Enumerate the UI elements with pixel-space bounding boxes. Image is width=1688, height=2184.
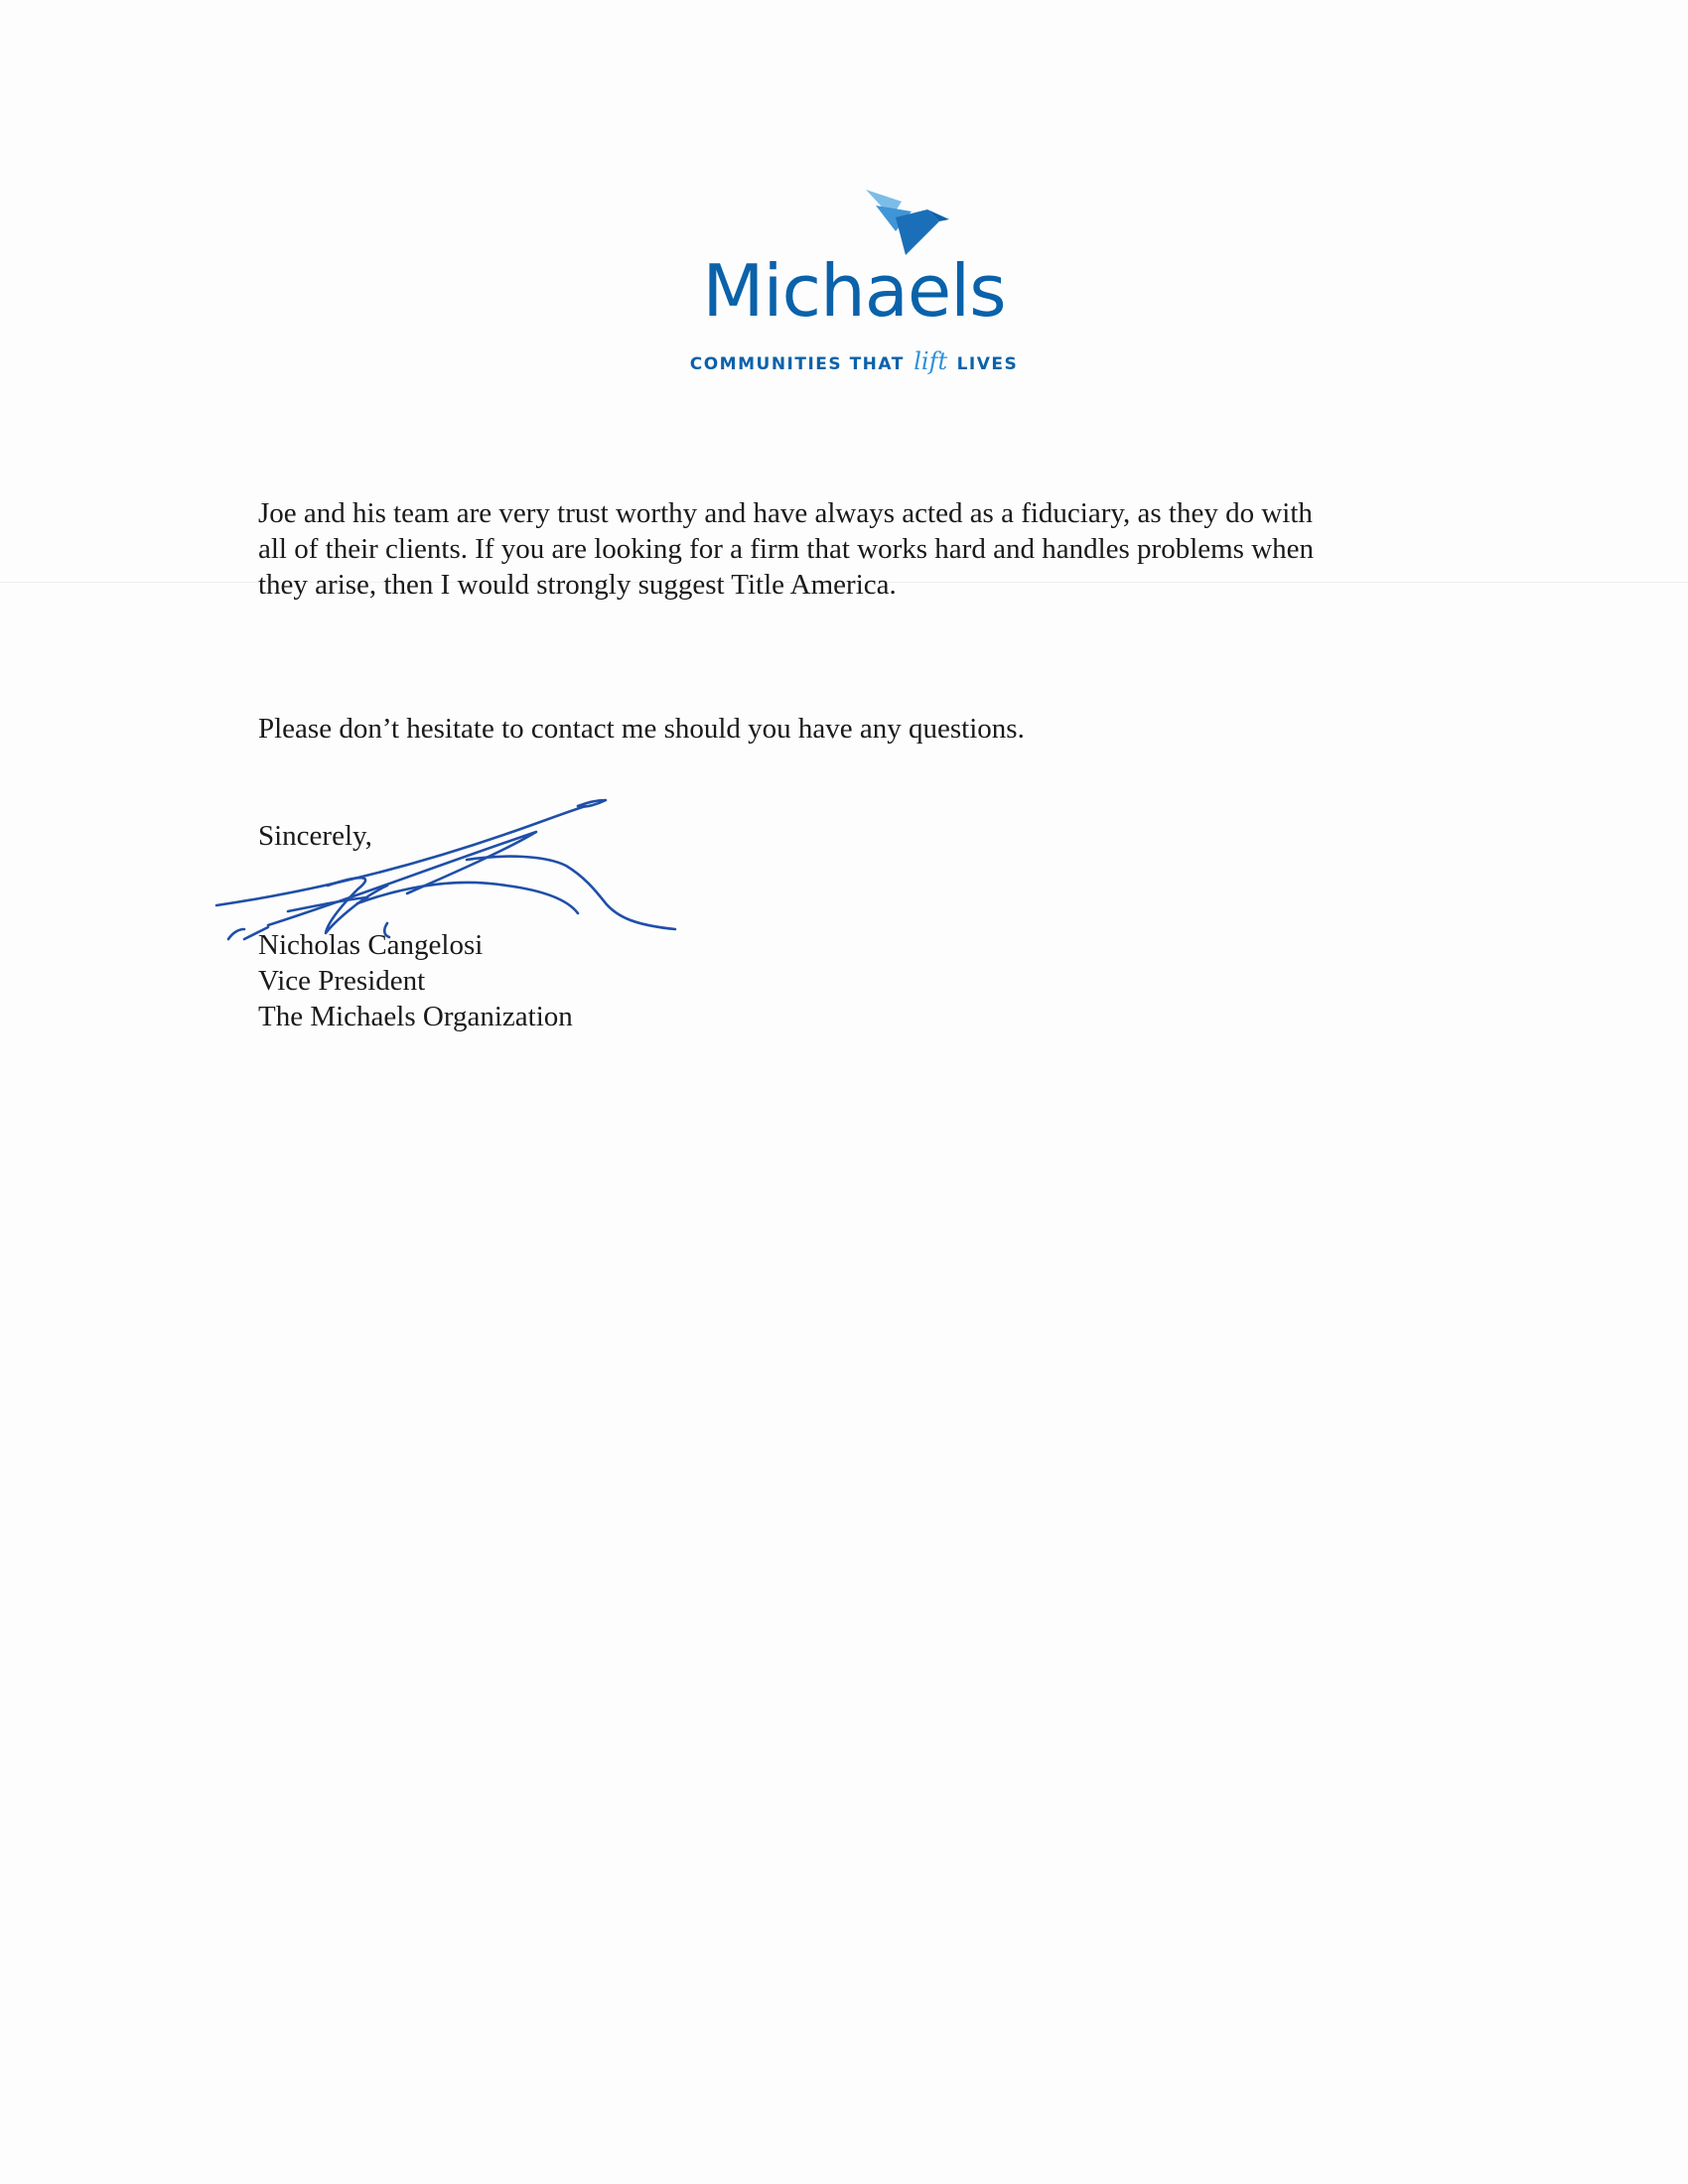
body-paragraph-2: Please don’t hesitate to contact me should you have any questions. — [258, 713, 1025, 745]
logo-tagline — [685, 347, 1023, 375]
body-paragraph-1 — [258, 495, 1314, 603]
tagline-part: COMMUNITIES THAT — [689, 354, 905, 374]
tagline-lift: lift — [914, 347, 948, 375]
paragraph-line: Joe and his team are very trust worthy and have always acted as a fiduciary, as they do with — [258, 497, 1313, 529]
paragraph-line: they arise, then I would strongly suggest Title America. — [258, 569, 897, 601]
paragraph-line: all of their clients. If you are looking for a firm that works hard and handles problems when — [258, 533, 1315, 565]
signer-title: Vice President — [258, 965, 426, 997]
signer-name: Nicholas Cangelosi — [258, 929, 484, 961]
michaels-logo — [685, 184, 1023, 375]
logo-wordmark: Michaels — [702, 249, 1006, 333]
handwritten-signature — [209, 794, 725, 963]
closing-salutation: Sincerely, — [258, 820, 372, 852]
signer-organization: The Michaels Organization — [258, 1001, 573, 1032]
tagline-part: LIVES — [956, 354, 1019, 374]
